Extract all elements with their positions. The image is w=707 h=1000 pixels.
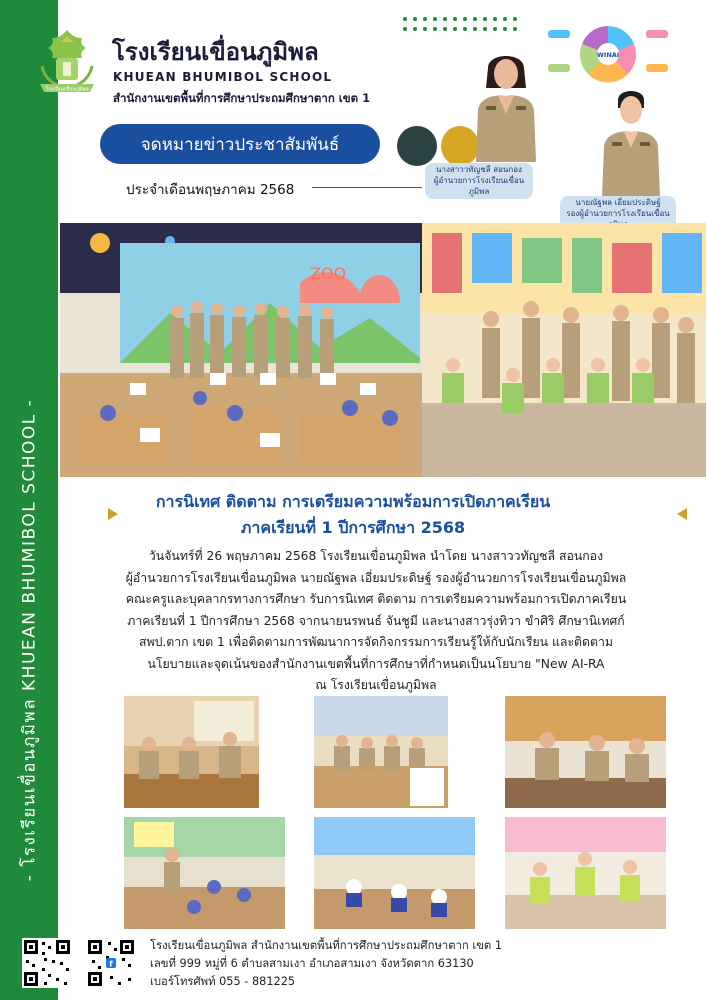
newsletter-title: จดหมายข่าวประชาสัมพันธ์	[140, 134, 340, 155]
winai-label: WINAI	[596, 51, 620, 59]
footer-address: เลขที่ 999 หมู่ที่ 6 ตำบลสามเงา อำเภอสามเงา จังหวัดตาก 63130	[150, 957, 474, 971]
issue-month: ประจำเดือนพฤษภาคม 2568	[126, 182, 295, 198]
school-logo	[34, 26, 100, 100]
divider-line	[312, 187, 422, 188]
classroom-photo-5	[314, 817, 475, 929]
meeting-photo-2	[314, 696, 448, 808]
sidebar-vertical-text: - โรงเรียนเขื่อนภูมิพล KHUEAN BHUMIBOL SCHOOL -	[19, 398, 40, 882]
body-line: ภาคเรียนที่ 1 ปีการศึกษา 2568 จากนายนรพนธ์ จันชูมี และนางสาวรุ่งทิวา ขำศิริ ศึกษานิเทศก์	[127, 613, 625, 628]
newsletter-banner	[100, 124, 380, 164]
classroom-photo-4	[124, 817, 285, 929]
kindergarten-photo-6	[505, 817, 666, 929]
meeting-photo-3	[505, 696, 666, 808]
footer-line-1: โรงเรียนเขื่อนภูมิพล สำนักงานเขตพื้นที่การศึกษาประถมศึกษาตาก เขต 1	[150, 939, 503, 952]
school-name-thai: โรงเรียนเขื่อนภูมิพล	[112, 38, 319, 66]
school-name-english: KHUEAN BHUMIBOL SCHOOL	[113, 70, 333, 84]
kindergarten-group-photo	[422, 223, 706, 477]
winai-infographic	[548, 20, 668, 88]
director-position: ผู้อำนวยการโรงเรียนเขื่อนภูมิพล	[433, 175, 525, 196]
svg-text:f: f	[109, 959, 113, 969]
headline-line-1: การนิเทศ ติดตาม การเตรียมความพร้อมการเปิดภาคเรียน	[155, 492, 551, 511]
body-line: นโยบายและจุดเน้นของสำนักงานเขตพื้นที่การศึกษาที่กำหนดเป็นนโยบาย "New AI-RA	[147, 656, 605, 671]
deputy-director-name: นายณัฐพล เอี่ยมประดิษฐ์	[575, 198, 661, 207]
svg-text:ZOO: ZOO	[310, 264, 347, 283]
logo-ribbon-text: โรงเรียนเขื่อนภูมิพล	[45, 86, 89, 93]
deputy-director-position: รองผู้อำนวยการโรงเรียนเขื่อน	[566, 208, 670, 218]
facebook-qr-code-icon[interactable]	[86, 938, 136, 988]
classroom-group-photo	[60, 223, 422, 477]
body-line: สพป.ตาก เขต 1 เพื่อติดตามการพัฒนาการจัดกิจกรรมการเรียนรู้ให้กับนักเรียน และติดตาม	[138, 635, 614, 650]
meeting-photo-1	[124, 696, 259, 808]
footer-contact	[150, 937, 502, 991]
body-line: ณ โรงเรียนเขื่อนภูมิพล	[315, 678, 437, 693]
gold-triangle-left	[108, 508, 118, 520]
decorative-dots	[400, 14, 550, 44]
footer-phone: เบอร์โทรศัพท์ 055 - 881225	[150, 975, 296, 989]
gold-triangle-right	[677, 508, 687, 520]
decorative-circle-dark	[397, 126, 437, 166]
article-body	[96, 546, 656, 697]
director-caption	[425, 163, 533, 199]
body-line: วันจันทร์ที่ 26 พฤษภาคม 2568 โรงเรียนเขื่อนภูมิพล นำโดย นางสาววทัญชลี สอนกอง	[148, 549, 604, 563]
education-office: สำนักงานเขตพื้นที่การศึกษาประถมศึกษาตาก เขต 1	[113, 91, 371, 105]
director-name: นางสาววทัญชลี สอนกอง	[436, 165, 522, 174]
deputy-director-portrait	[596, 84, 666, 198]
body-line: ผู้อำนวยการโรงเรียนเขื่อนภูมิพล นายณัฐพล เอี่ยมประดิษฐ์ รองผู้อำนวยการโรงเรียนเขื่อนภูมิพล	[125, 570, 627, 585]
qr-code-icon[interactable]	[22, 938, 72, 988]
director-portrait	[468, 44, 544, 162]
headline-line-2: ภาคเรียนที่ 1 ปีการศึกษา 2568	[240, 517, 466, 537]
article-headline	[120, 489, 586, 540]
body-line: คณะครูและบุคลากรทางการศึกษา รับการนิเทศ ติดตาม การเตรียมความพร้อมการเปิดภาคเรียน	[125, 592, 627, 607]
